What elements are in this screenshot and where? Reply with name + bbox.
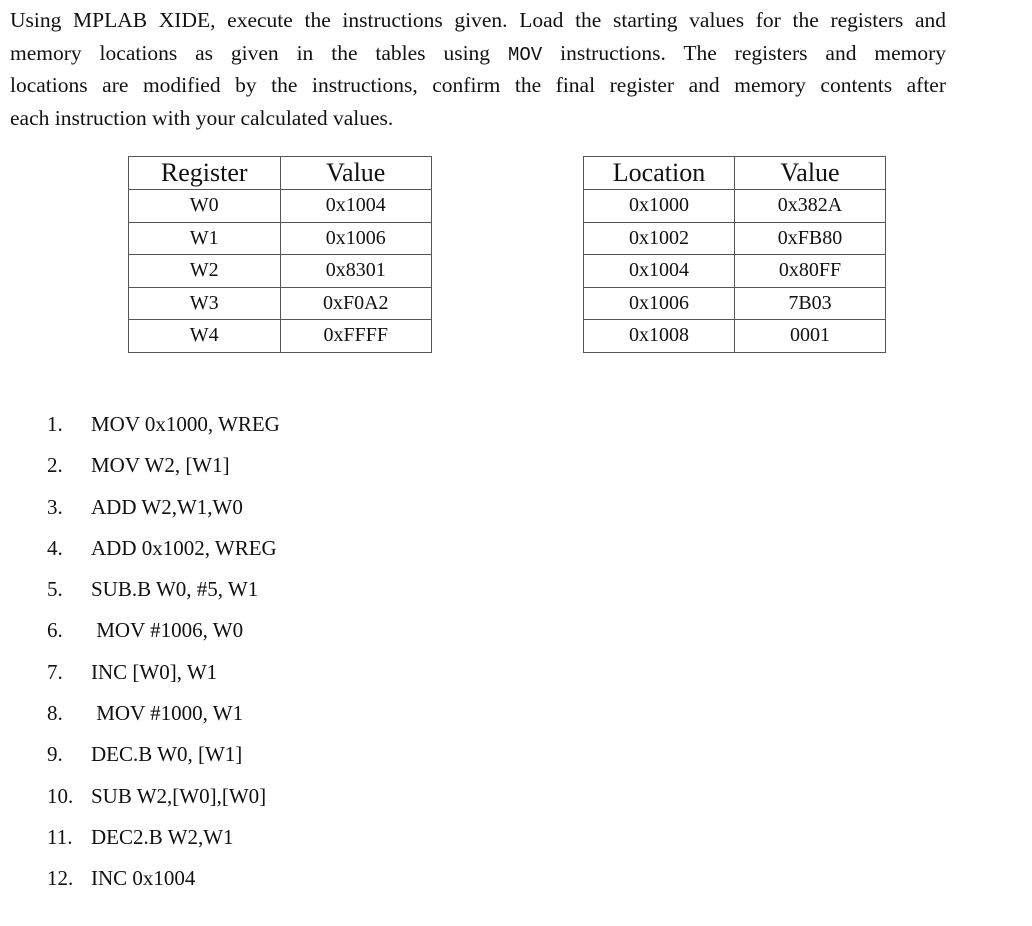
instruction-number: 7.	[47, 659, 63, 684]
register-value-cell: 0x8301	[280, 255, 432, 288]
table-row	[129, 287, 432, 320]
register-value-cell: 0x1006	[280, 222, 432, 255]
memory-value-cell: 0001	[735, 320, 886, 353]
instruction-text: DEC.B W0, [W1]	[91, 742, 243, 767]
intro-line-1: Using MPLAB XIDE, execute the instructions given. Load the starting values for the registers and	[10, 8, 946, 32]
instruction-number: 3.	[47, 494, 63, 519]
register-name-cell: W3	[129, 287, 281, 320]
instruction-number: 2.	[47, 453, 63, 478]
instruction-number: 11.	[47, 824, 73, 849]
register-value-cell: 0xF0A2	[280, 287, 432, 320]
intro-line-2-start: memory locations as given in the tables using	[10, 40, 491, 65]
memory-value-cell: 7B03	[735, 287, 886, 320]
instruction-text: INC [W0], W1	[91, 659, 218, 684]
instruction-text: MOV W2, [W1]	[91, 453, 230, 478]
instruction-number: 4.	[47, 535, 63, 560]
intro-line-4: each instruction with your calculated values.	[10, 106, 394, 131]
instruction-text: ADD W2,W1,W0	[91, 494, 243, 519]
instruction-number: 8.	[47, 701, 63, 726]
memory-table	[583, 156, 886, 353]
register-name-cell: W1	[129, 222, 281, 255]
memory-value-cell: 0xFB80	[735, 222, 886, 255]
memory-header-value: Value	[735, 157, 886, 190]
memory-location-cell: 0x1004	[584, 255, 735, 288]
table-row	[584, 287, 886, 320]
table-row	[584, 255, 886, 288]
table-row	[584, 320, 886, 353]
instruction-text: MOV #1000, W1	[91, 701, 244, 726]
register-name-cell: W0	[129, 190, 281, 223]
table-row	[129, 255, 432, 288]
instruction-text: MOV 0x1000, WREG	[91, 412, 280, 436]
instruction-number: 5.	[47, 577, 63, 602]
intro-paragraph	[10, 4, 946, 135]
table-row	[129, 190, 432, 223]
register-value-cell: 0xFFFF	[280, 320, 432, 353]
memory-table-header	[584, 157, 886, 190]
instruction-text: ADD 0x1002, WREG	[91, 535, 277, 560]
table-row	[584, 190, 886, 223]
intro-line-3: locations are modified by the instructions, confirm the final register and memory contents after	[10, 73, 946, 98]
instruction-number: 12.	[47, 866, 74, 891]
memory-value-cell: 0x382A	[735, 190, 886, 223]
intro-line-2-end: instructions. The registers and memory	[560, 40, 947, 65]
table-row	[129, 222, 432, 255]
register-value-cell: 0x1004	[280, 190, 432, 223]
instruction-number: 6.	[47, 618, 63, 643]
instruction-number: 10.	[47, 783, 74, 808]
instruction-text: SUB W2,[W0],[W0]	[91, 783, 267, 808]
instruction-text: SUB.B W0, #5, W1	[91, 577, 259, 602]
instruction-number: 1.	[47, 412, 63, 436]
instruction-text: INC 0x1004	[91, 866, 196, 891]
memory-location-cell: 0x1008	[584, 320, 735, 353]
memory-location-cell: 0x1006	[584, 287, 735, 320]
register-header-value: Value	[280, 157, 432, 190]
intro-line-2	[10, 37, 946, 70]
memory-header-location: Location	[584, 157, 735, 190]
intro-code-word: MOV	[507, 43, 543, 66]
memory-location-cell: 0x1000	[584, 190, 735, 223]
register-name-cell: W2	[129, 255, 281, 288]
register-name-cell: W4	[129, 320, 281, 353]
instruction-text: DEC2.B W2,W1	[91, 824, 234, 849]
memory-value-cell: 0x80FF	[735, 255, 886, 288]
register-table-header	[129, 157, 432, 190]
instruction-text: MOV #1006, W0	[91, 618, 244, 643]
register-table	[128, 156, 432, 353]
instruction-number: 9.	[47, 742, 63, 767]
table-row	[129, 320, 432, 353]
table-row	[584, 222, 886, 255]
register-header-register: Register	[129, 157, 281, 190]
memory-location-cell: 0x1002	[584, 222, 735, 255]
